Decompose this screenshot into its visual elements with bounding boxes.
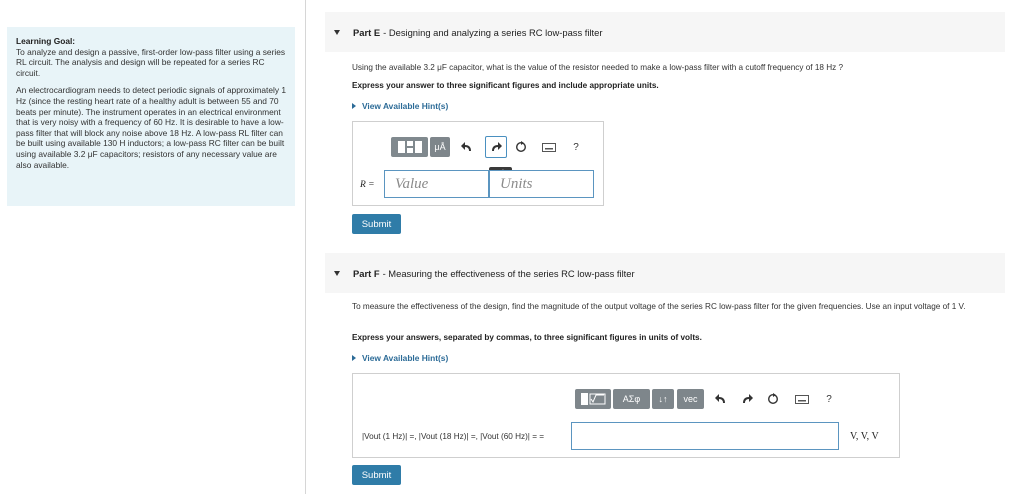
part-e-instruction: Express your answer to three significant figures and include appropriate units. [352, 81, 659, 90]
subscript-button[interactable]: ↓↑ [652, 389, 674, 409]
part-f-submit-button[interactable]: Submit [352, 465, 401, 485]
undo-icon[interactable] [459, 139, 475, 155]
reset-icon[interactable] [513, 139, 529, 155]
collapse-triangle-icon[interactable] [334, 271, 340, 276]
part-f-header[interactable] [325, 253, 1005, 293]
part-f-answer-box [352, 373, 900, 458]
templates-icon [397, 140, 423, 154]
learning-goal-heading: Learning Goal: [16, 36, 76, 46]
units-button[interactable]: μÅ [430, 137, 450, 157]
part-e-label: Part E [353, 26, 381, 38]
part-e-question: Using the available 3.2 μF capacitor, what is the value of the resistor needed to make a low-pass filter with a cutoff frequency of 18 Hz ? [352, 63, 844, 72]
templates-button[interactable] [391, 137, 428, 157]
expand-triangle-icon [352, 355, 356, 361]
redo-icon[interactable] [739, 391, 755, 407]
column-divider [305, 0, 306, 494]
learning-goal-description: An electrocardiogram needs to detect periodic signals of approximately 1 Hz (since the resting heart rate of a healthy adult is between 55 and 70 beats per minute). The instrument operates in an electrical environment that is very noisy with a frequency of 60 Hz. It is desirable to have a low-pass filter that will block any noise above 18 Hz. A low-pass RL filter can be built using available 130 H inductors; a low-pass RC filter can be built using available 3.2 μF capacitors; resistors of any necessary value are also available. [16, 85, 287, 170]
part-e-submit-button[interactable]: Submit [352, 214, 401, 234]
part-e-answer-box [352, 121, 604, 206]
part-f-hints-label: View Available Hint(s) [362, 353, 449, 363]
vector-button[interactable]: vec [677, 389, 704, 409]
help-icon[interactable]: ? [826, 393, 832, 405]
part-e-header[interactable] [325, 12, 1005, 52]
reset-icon[interactable] [765, 391, 781, 407]
units-input[interactable]: Units [489, 170, 594, 198]
part-f-hints-link[interactable] [352, 353, 448, 363]
part-e-hints-label: View Available Hint(s) [362, 101, 449, 111]
learning-goal-panel [7, 27, 295, 206]
undo-icon[interactable] [713, 391, 729, 407]
part-e-title: - Designing and analyzing a series RC low-pass filter [383, 26, 603, 38]
part-f-instruction: Express your answers, separated by commas, to three significant figures in units of volts. [352, 333, 702, 342]
keyboard-icon[interactable] [540, 140, 558, 154]
help-icon[interactable]: ? [573, 141, 579, 153]
part-f-label: Part F [353, 267, 380, 279]
collapse-triangle-icon[interactable] [334, 30, 340, 35]
templates-icon [580, 392, 606, 406]
expand-triangle-icon [352, 103, 356, 109]
volts-units-label: V, V, V [850, 431, 879, 442]
keyboard-icon[interactable] [793, 392, 811, 406]
value-input[interactable]: Value [384, 170, 489, 198]
templates-button[interactable] [575, 389, 611, 409]
part-f-question: To measure the effectiveness of the design, find the magnitude of the output voltage of the series RC low-pass filter for the given frequencies. Use an input voltage of 1 V. [352, 302, 966, 311]
greek-symbols-button[interactable]: ΑΣφ [613, 389, 650, 409]
learning-goal-text: To analyze and design a passive, first-order low-pass filter using a series RL circuit. The analysis and design will be repeated for a series RC circuit. [16, 46, 286, 78]
r-variable-label: R = [360, 180, 375, 190]
part-f-title: - Measuring the effectiveness of the series RC low-pass filter [382, 267, 635, 279]
vout-expression-label: |Vout (1 Hz)| =, |Vout (18 Hz)| =, |Vout (60 Hz)| = = [362, 432, 545, 441]
part-e-hints-link[interactable] [352, 101, 448, 111]
vout-answer-input[interactable] [571, 422, 839, 450]
redo-icon[interactable] [485, 136, 507, 158]
